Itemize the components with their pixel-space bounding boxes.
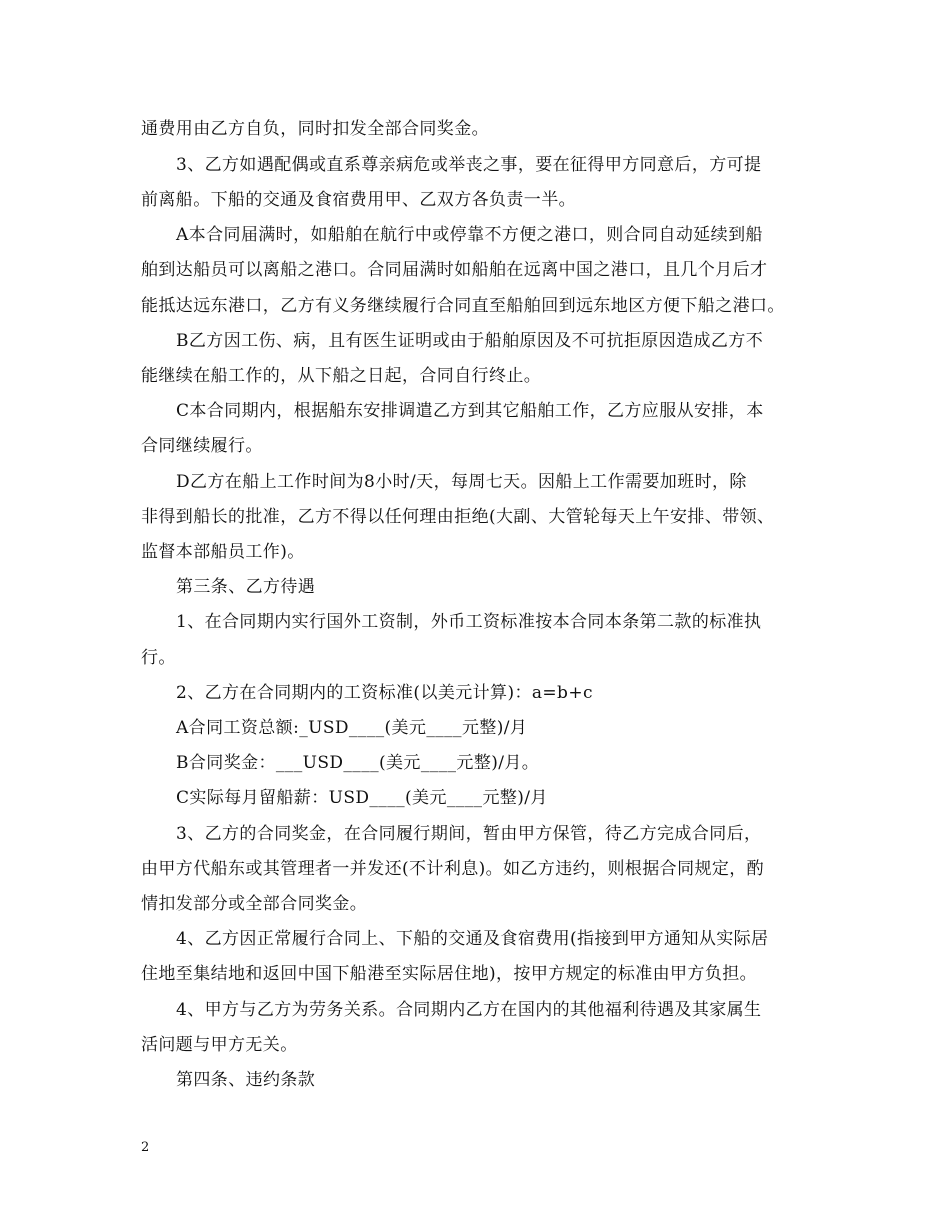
text-line: 通费用由乙方自负，同时扣发全部合同奖金。 [141, 119, 489, 139]
text-line: 住地至集结地和返回中国下船港至实际居住地)，按甲方规定的标准由甲方负担。 [141, 964, 758, 984]
text-line: C实际每月留船薪：USD____(美元____元整)/月 [176, 788, 548, 808]
page-number: 2 [141, 1140, 150, 1155]
text-line: B乙方因工伤、病，且有医生证明或由于船舶原因及不可抗拒原因造成乙方不 [176, 331, 764, 351]
text-line: A本合同届满时，如船舶在航行中或停靠不方便之港口，则合同自动延续到船 [176, 225, 763, 245]
text-line: 3、乙方如遇配偶或直系尊亲病危或举丧之事，要在征得甲方同意后，方可提 [176, 155, 762, 175]
text-line: 能继续在船工作的，从下船之日起，合同自行终止。 [141, 366, 542, 386]
text-line: 由甲方代船东或其管理者一并发还(不计利息)。如乙方违约，则根据合同规定，酌 [141, 859, 765, 879]
text-line: 情扣发部分或全部合同奖金。 [141, 894, 368, 914]
text-line: 前离船。下船的交通及食宿费用甲、乙双方各负责一半。 [141, 190, 576, 210]
text-line: A合同工资总额:_USD____(美元____元整)/月 [176, 718, 528, 738]
text-line: 活问题与甲方无关。 [141, 1035, 298, 1055]
text-line: 行。 [141, 648, 176, 668]
text-line: 4、乙方因正常履行合同上、下船的交通及食宿费用(指接到甲方通知从实际居 [176, 929, 769, 949]
text-line: B合同奖金：___USD____(美元____元整)/月。 [176, 753, 540, 773]
text-line: 舶到达船员可以离船之港口。合同届满时如船舶在远离中国之港口，且几个月后才 [141, 260, 768, 280]
text-line: 4、甲方与乙方为劳务关系。合同期内乙方在国内的其他福利待遇及其家属生 [176, 1000, 762, 1020]
text-line: C本合同期内，根据船东安排调遣乙方到其它船舶工作，乙方应服从安排，本 [176, 401, 764, 421]
text-line: 非得到船长的批准，乙方不得以任何理由拒绝(大副、大管轮每天上午安排、带领、 [141, 507, 775, 527]
text-line: 监督本部船员工作)。 [141, 542, 305, 562]
text-line: 1、在合同期内实行国外工资制，外币工资标准按本合同本条第二款的标准执 [176, 612, 762, 632]
text-line: D乙方在船上工作时间为8小时/天，每周七天。因船上工作需要加班时，除 [176, 472, 747, 492]
section-heading: 第四条、违约条款 [176, 1070, 316, 1090]
section-heading: 第三条、乙方待遇 [176, 577, 316, 597]
text-line: 3、乙方的合同奖金，在合同履行期间，暂由甲方保管，待乙方完成合同后， [176, 824, 762, 844]
text-line: 合同继续履行。 [141, 436, 263, 456]
text-line: 2、乙方在合同期内的工资标准(以美元计算)：a=b+c [176, 683, 593, 703]
text-line: 能抵达远东港口，乙方有义务继续履行合同直至船舶回到远东地区方便下船之港口。 [141, 296, 785, 316]
